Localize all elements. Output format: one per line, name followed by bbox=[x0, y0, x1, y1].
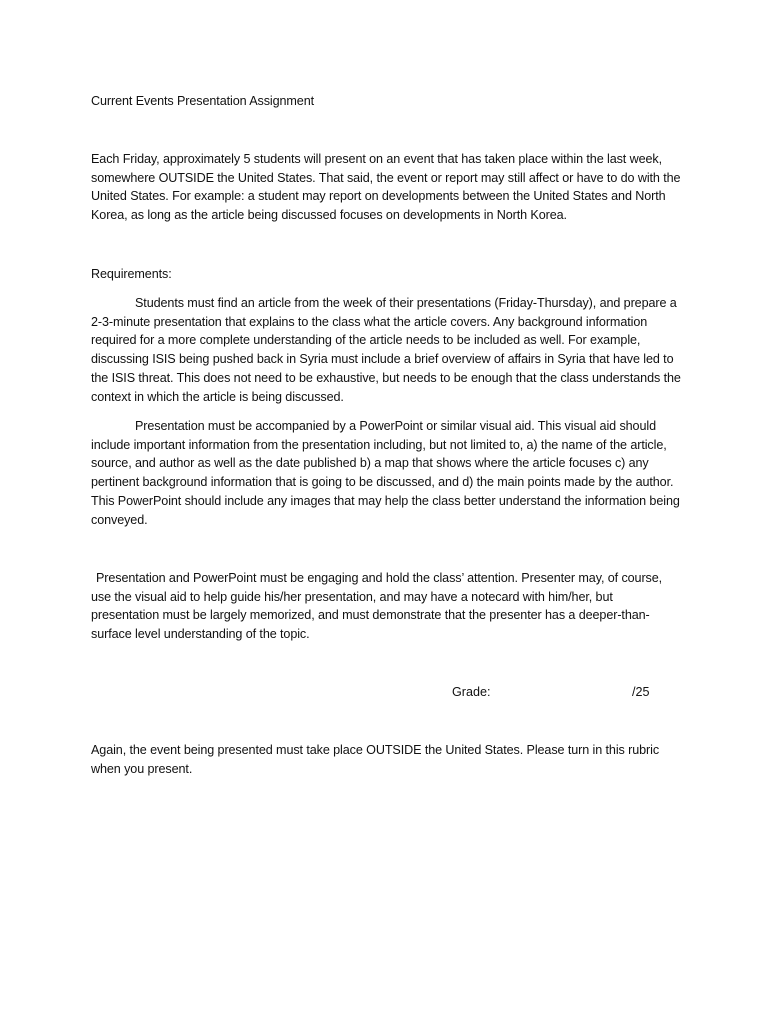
requirement-paragraph-article: Students must find an article from the week of their presentations (Friday-Thursday), and prepare a 2-3-minute presentation that explains to the class what the article covers. Any background information required for a more complete understanding of the article needs to be included as well. For example, discussing ISIS being pushed back in Syria must include a brief overview of affairs in Syria that have led to the ISIS threat. This does not need to be exhaustive, but needs to be enough that the class understands the context in which the article is being discussed. bbox=[91, 296, 681, 404]
intro-paragraph: Each Friday, approximately 5 students will present on an event that has taken place within the last week, somewhere OUTSIDE the United States. That said, the event or report may still affect or have to do with the United States. For example: a student may report on developments between the United States and North Korea, as long as the article being discussed focuses on developments in North Korea. bbox=[91, 152, 681, 223]
grade-label: Grade: bbox=[452, 685, 491, 699]
requirement-paragraph-visual-aid: Presentation must be accompanied by a PowerPoint or similar visual aid. This visual aid should include important information from the presentation including, but not limited to, a) the name of the article, source, and author as well as the date published b) a map that shows where the article focuses c) any pertinent background information that is going to be discussed, and d) the main points made by the author. This PowerPoint should include any images that may help the class better understand the information being conveyed. bbox=[91, 419, 680, 527]
grade-total: /25 bbox=[632, 685, 650, 699]
document-title: Current Events Presentation Assignment bbox=[91, 94, 315, 108]
closing-paragraph: Again, the event being presented must take place OUTSIDE the United States. Please turn in this rubric when you present. bbox=[91, 743, 660, 776]
requirement-paragraph-engagement: Presentation and PowerPoint must be engaging and hold the class’ attention. Presenter may, of course, use the visual aid to help guide his/her presentation, and may have a notecard with him/her, but presentation must be largely memorized, and must demonstrate that the presenter has a deeper-than-surface level understanding of the topic. bbox=[91, 571, 663, 642]
requirements-heading: Requirements: bbox=[91, 267, 172, 281]
